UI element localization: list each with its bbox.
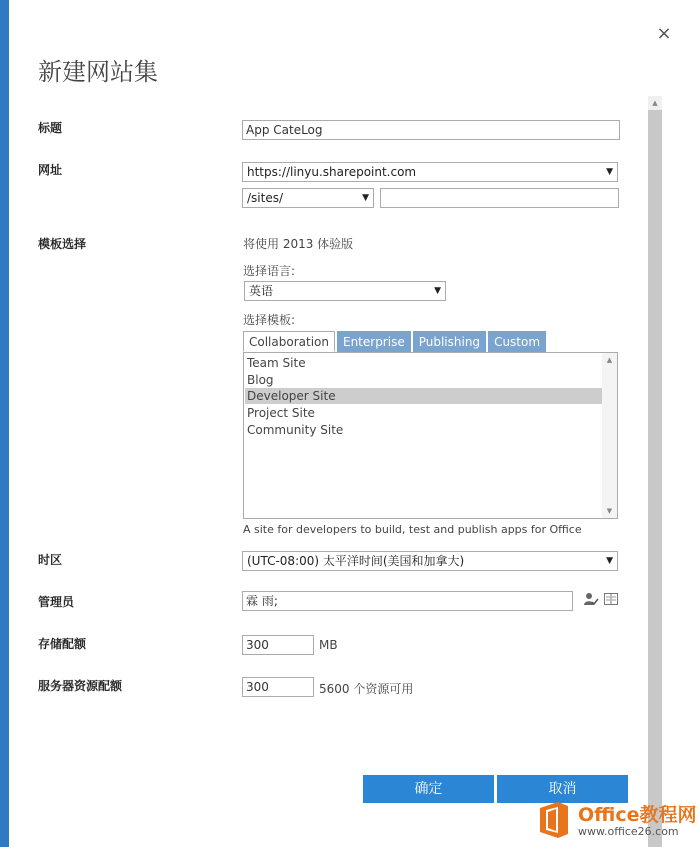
storage-input[interactable]: 300 <box>242 635 314 655</box>
url-path-value: /sites/ <box>247 191 284 205</box>
check-names-icon[interactable] <box>583 591 599 607</box>
template-version-text: 将使用 2013 体验版 <box>243 237 354 251</box>
template-label: 模板选择 <box>38 237 87 251</box>
ok-button[interactable]: 确定 <box>363 775 494 803</box>
url-name-input[interactable] <box>380 188 619 208</box>
close-icon: × <box>656 23 672 44</box>
tab-collaboration[interactable]: Collaboration <box>243 331 335 352</box>
left-accent-bar <box>0 0 9 847</box>
resource-available-text: 5600 个资源可用 <box>319 682 414 696</box>
template-item-project-site[interactable]: Project Site <box>247 406 315 420</box>
office-logo-icon <box>534 800 574 840</box>
title-input[interactable]: App CateLog <box>242 120 620 140</box>
tab-publishing[interactable]: Publishing <box>413 331 486 352</box>
address-book-icon[interactable] <box>603 591 619 607</box>
listbox-scrollbar[interactable] <box>602 353 617 518</box>
dialog-title: 新建网站集 <box>38 58 158 86</box>
url-domain-value: https://linyu.sharepoint.com <box>247 165 417 179</box>
template-item-community-site[interactable]: Community Site <box>247 423 344 437</box>
timezone-select[interactable] <box>242 551 618 571</box>
resource-label: 服务器资源配额 <box>38 679 123 693</box>
scroll-down-arrow-icon[interactable]: ▼ <box>606 507 613 515</box>
admin-label: 管理员 <box>38 595 75 609</box>
admin-input[interactable]: 霖 雨; <box>242 591 573 611</box>
tab-custom[interactable]: Custom <box>488 331 546 352</box>
template-listbox[interactable] <box>243 352 618 519</box>
url-path-select[interactable] <box>242 188 374 208</box>
language-select[interactable] <box>244 281 446 301</box>
url-domain-select[interactable] <box>242 162 618 182</box>
template-item-blog[interactable]: Blog <box>247 373 274 387</box>
template-item-team-site[interactable]: Team Site <box>247 356 306 370</box>
language-label: 选择语言: <box>243 264 296 278</box>
template-tabs <box>243 331 548 352</box>
scroll-up-arrow-icon[interactable]: ▲ <box>606 356 613 364</box>
close-button[interactable] <box>654 24 674 44</box>
dropdown-arrow-icon: ▼ <box>434 286 441 296</box>
storage-unit: MB <box>319 638 338 652</box>
template-description: A site for developers to build, test and publish apps for Office <box>243 523 582 536</box>
title-label: 标题 <box>38 121 63 135</box>
url-label: 网址 <box>38 163 63 177</box>
template-item-developer-site[interactable]: Developer Site <box>245 388 603 404</box>
tab-enterprise[interactable]: Enterprise <box>337 331 411 352</box>
storage-label: 存储配额 <box>38 637 87 651</box>
watermark-title: Office教程网 <box>578 804 697 826</box>
scroll-up-arrow-icon[interactable]: ▲ <box>652 99 658 107</box>
resource-input[interactable]: 300 <box>242 677 314 697</box>
template-select-label: 选择模板: <box>243 313 296 327</box>
timezone-label: 时区 <box>38 553 63 567</box>
watermark-url: www.office26.com <box>578 825 679 838</box>
cancel-button[interactable]: 取消 <box>497 775 628 803</box>
language-value: 英语 <box>249 284 274 298</box>
scrollbar-thumb[interactable] <box>648 110 662 847</box>
timezone-value: (UTC-08:00) 太平洋时间(美国和加拿大) <box>247 554 465 568</box>
dropdown-arrow-icon: ▼ <box>362 193 369 203</box>
dropdown-arrow-icon: ▼ <box>606 556 613 566</box>
page-scrollbar[interactable] <box>648 96 662 847</box>
watermark <box>534 798 697 842</box>
dropdown-arrow-icon: ▼ <box>606 167 613 177</box>
